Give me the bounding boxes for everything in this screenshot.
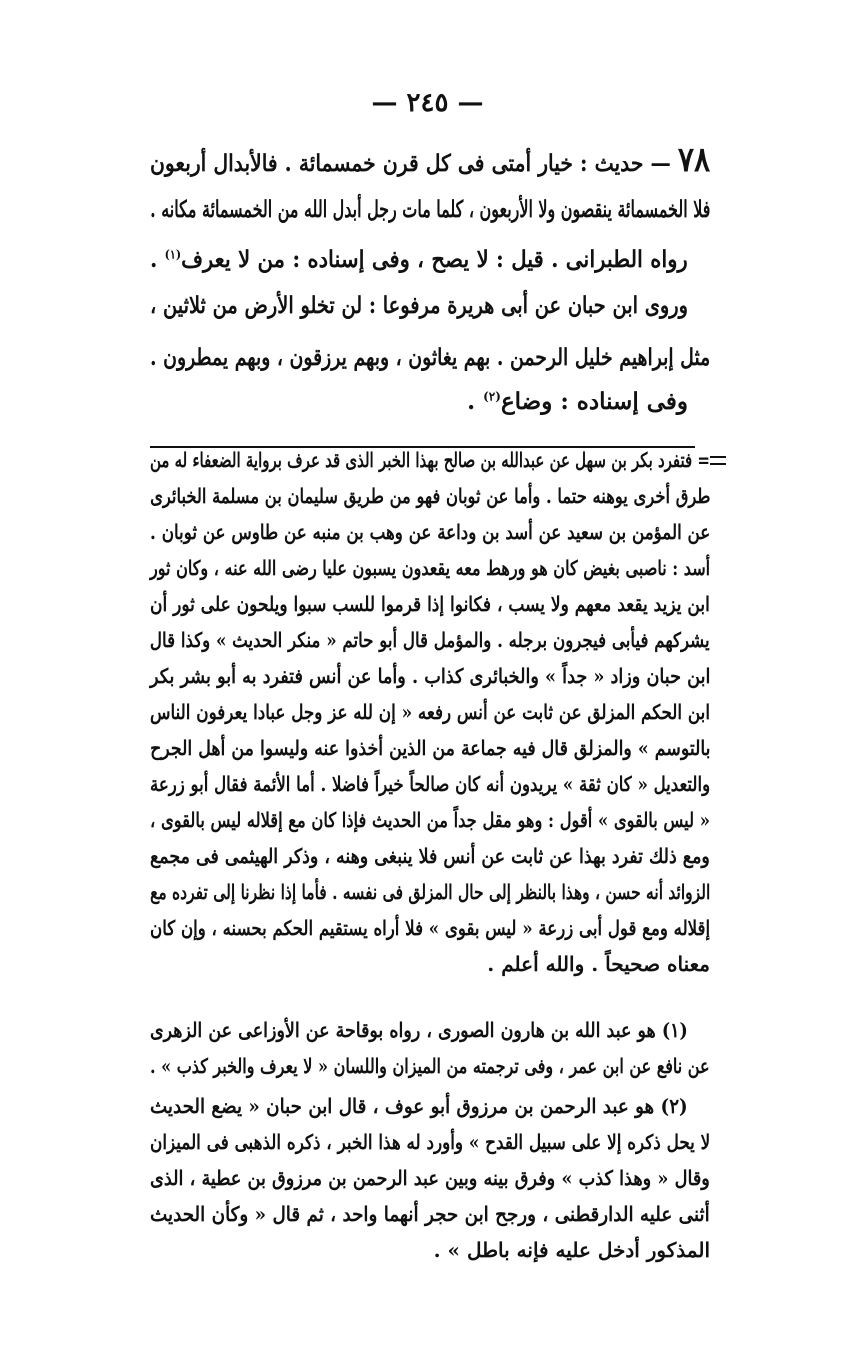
main-line	[150, 196, 710, 223]
main-line-text: — حديث : خيار أمتى فى كل قرن خمسمائة . فالأبدال أربعون	[149, 150, 678, 177]
main-line-text: فلا الخمسمائة ينقصون ولا الأربعون ، كلما مات رجل أبدل الله من الخمسمائة مكانه .	[149, 196, 710, 223]
main-line-text: رواه الطبرانى . قيل : لا يصح ، وفى إسناده : من لا يعرف	[181, 246, 688, 273]
note-line: عن المؤمن بن سعيد عن أسد بن وداعة عن وهب بن منبه عن طاوس عن ثوبان .	[149, 520, 710, 544]
footnote-line: لا يحل ذكره إلا على سبيل القدح » وأورد له هذا الخبر ، ذكره الذهبى فى الميزان	[149, 1130, 710, 1154]
footnote-line: (١) هو عبد الله بن هارون الصورى ، رواه بوقاحة عن الأوزاعى عن الزهرى	[150, 1018, 688, 1042]
main-line-tail: .	[467, 388, 484, 415]
main-line-text: مثل إبراهيم خليل الرحمن . بهم يغاثون ، وبهم يرزقون ، وبهم يمطرون .	[149, 344, 710, 371]
note-line: ومع ذلك تفرد بهذا عن ثابت عن أنس فلا ينبغى وهنه ، وذكر الهيثمى فى مجمع	[150, 844, 710, 868]
note-line: يشركهم فيأبى فيجرون برجله . والمؤمل قال أبو حاتم « منكر الحديث » وكذا قال	[150, 628, 710, 652]
page-number: — ٢٤٥ —	[371, 88, 484, 118]
main-line-text: وروى ابن حبان عن أبى هريرة مرفوعا : لن تخلو الأرض من ثلاثين ،	[150, 292, 688, 319]
note-line: والتعديل « كان ثقة » يريدون أنه كان صالحاً خيراً فاضلا . أما الأئمة فقال أبو زرعة	[149, 772, 710, 796]
footnote-ref: (٢)	[483, 389, 501, 404]
main-line	[150, 246, 688, 273]
note-line: بالتوسم » والمزلق قال فيه جماعة من الذين أخذوا عنه وليسوا من أهل الجرح	[149, 736, 710, 760]
note-line: ابن حبان وزاد « جداً » والخبائرى كذاب . وأما عن أنس فتفرد به أبو بشر بكر	[149, 664, 710, 688]
note-line: الزوائد أنه حسن ، وهذا بالنظر إلى حال المزلق فى نفسه . فأما إذا نظرنا إلى تفرده مع	[149, 880, 710, 904]
footnote-line: وقال « وهذا كذب » وفرق بينه وبين عبد الرحمن بن مرزوق بن عطية ، الذى	[150, 1166, 710, 1190]
main-line	[150, 292, 688, 319]
footnote-line: (٢) هو عبد الرحمن بن مرزوق أبو عوف ، قال ابن حبان « يضع الحديث	[150, 1094, 688, 1118]
footnote-line: أثنى عليه الدارقطنى ، ورجح ابن حجر أنهما واحد ، ثم قال « وكأن الحديث	[150, 1202, 710, 1226]
main-line-text: وفى إسناده : وضاع	[500, 388, 688, 415]
note-line: ابن يزيد يقعد معهم ولا يسب ، فكانوا إذا قرموا للسب سبوا ويلحون على ثور أن	[150, 592, 710, 616]
main-line	[467, 388, 688, 415]
continuation-mark	[710, 456, 726, 465]
note-line: إقلاله ومع قول أبى زرعة « ليس بقوى » فلا أراه يستقيم الحكم بحسنه ، وإن كان	[149, 916, 710, 940]
main-line	[150, 344, 710, 371]
main-text	[150, 140, 710, 430]
footnotes	[150, 1018, 710, 1298]
continuation-note	[150, 448, 710, 1008]
note-line: ابن الحكم المزلق عن ثابت عن أنس رفعه « إن لله عز وجل عبادا يعرفون الناس	[150, 700, 710, 724]
note-line: معناه صحيحاً . والله أعلم .	[487, 952, 710, 976]
main-line	[150, 140, 710, 180]
hadith-number: ٧٨	[677, 140, 710, 180]
footnote-ref: (١)	[164, 247, 182, 262]
footnote-line: المذكور أدخل عليه فإنه باطل » .	[433, 1238, 710, 1262]
note-line: « ليس بالقوى » أقول : وهو مقل جداً من الحديث فإذا كان مع إقلاله ليس بالقوى ،	[150, 808, 710, 832]
footnote-line: عن نافع عن ابن عمر ، وفى ترجمته من الميزان واللسان « لا يعرف والخبر كذب » .	[150, 1054, 710, 1078]
note-line: طرق أخرى يوهنه حتما . وأما عن ثوبان فهو من طريق سليمان بن مسلمة الخبائرى	[149, 484, 710, 508]
main-line-tail: .	[150, 246, 165, 273]
note-line: = فتفرد بكر بن سهل عن عبدالله بن صالح بهذا الخبر الذى قد عرف برواية الضعفاء له من	[149, 448, 710, 472]
note-line: أسد : ناصبى بغيض كان هو ورهط معه يقعدون يسبون عليا رضى الله عنه ، وكان ثور	[149, 556, 710, 580]
